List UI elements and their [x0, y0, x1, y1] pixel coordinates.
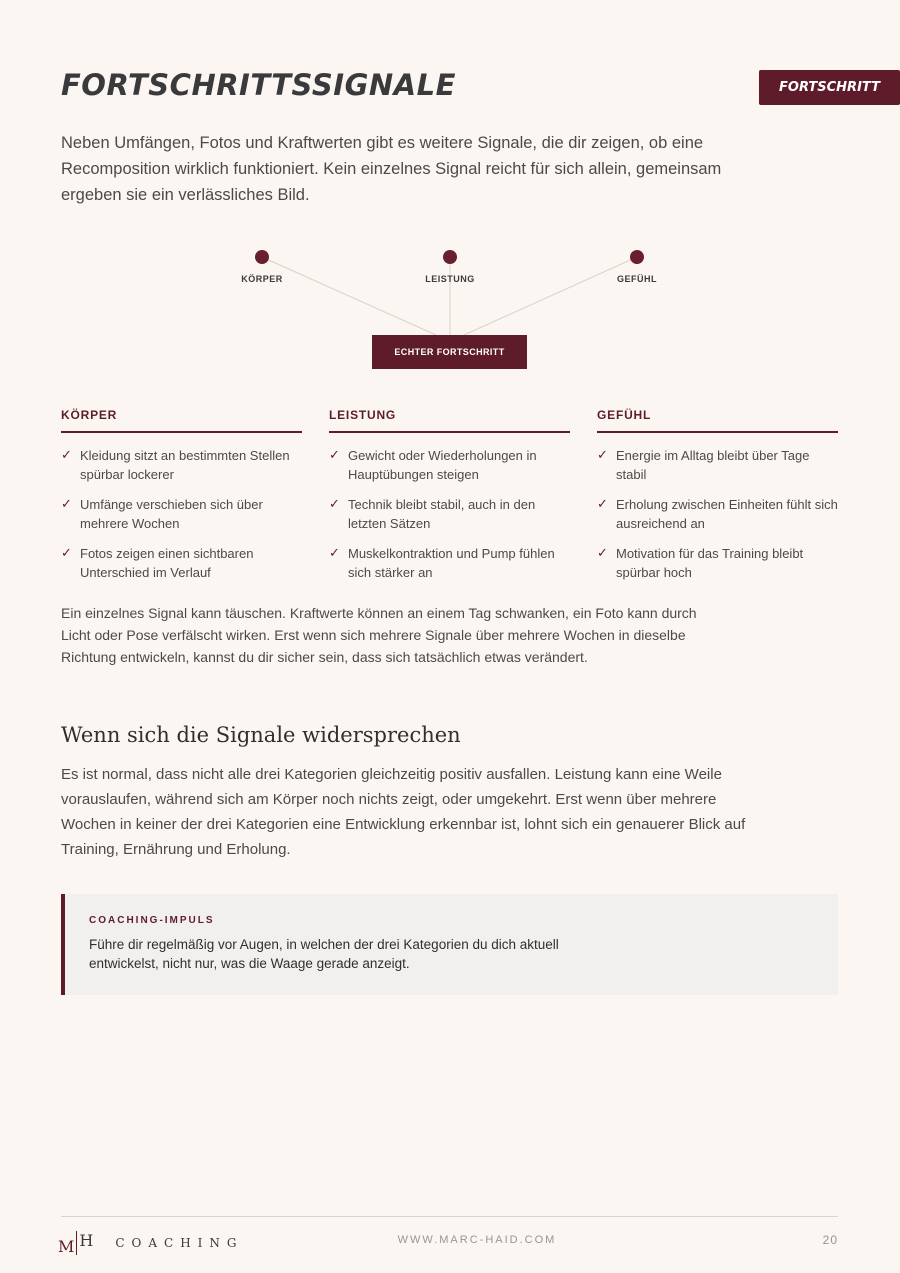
column-koerper: [61, 408, 302, 593]
node-label-koerper: KÖRPER: [241, 274, 283, 284]
logo-letter-m: M: [58, 1236, 75, 1256]
list-item: [61, 446, 302, 484]
brand-logo: [58, 1229, 244, 1257]
checklist: [61, 446, 302, 582]
connector-line-koerper: [262, 257, 436, 335]
list-item: [597, 544, 838, 582]
column-title: GEFÜHL: [597, 408, 838, 433]
center-node-echter-fortschritt: ECHTER FORTSCHRITT: [372, 335, 527, 369]
coaching-callout: [61, 894, 838, 995]
list-item-text: Fotos zeigen einen sichtbaren Unterschied im Verlauf: [80, 546, 254, 580]
connector-line-gefuehl: [464, 257, 637, 335]
checklist: [597, 446, 838, 582]
list-item-text: Kleidung sitzt an bestimmten Stellen spürbar lockerer: [80, 448, 290, 482]
list-item: [597, 446, 838, 484]
list-item: [329, 495, 570, 533]
callout-text: Führe dir regelmäßig vor Augen, in welchen der drei Kategorien du dich aktuell entwickelst, nicht nur, was die Waage gerade anzeigt.: [89, 937, 559, 971]
check-icon: ✓: [597, 497, 608, 512]
list-item-text: Erholung zwischen Einheiten fühlt sich ausreichend an: [616, 497, 838, 531]
column-gefuehl: [597, 408, 838, 593]
list-item: [61, 495, 302, 533]
list-item-text: Umfänge verschieben sich über mehrere Wochen: [80, 497, 263, 531]
page-title: FORTSCHRITTSSIGNALE: [61, 68, 456, 102]
section-badge: FORTSCHRITT: [759, 70, 900, 105]
signal-diagram: [0, 230, 900, 340]
check-icon: ✓: [329, 497, 340, 512]
logo-wordmark: COACHING: [115, 1236, 244, 1250]
check-icon: ✓: [597, 448, 608, 463]
column-title: LEISTUNG: [329, 408, 570, 433]
node-dot-koerper: [255, 250, 269, 264]
node-label-gefuehl: GEFÜHL: [617, 274, 657, 284]
check-icon: ✓: [597, 546, 608, 561]
page-number: 20: [822, 1233, 838, 1247]
list-item-text: Gewicht oder Wiederholungen in Hauptübungen steigen: [348, 448, 537, 482]
check-icon: ✓: [329, 546, 340, 561]
list-item: [61, 544, 302, 582]
list-item: [329, 544, 570, 582]
footer-url: WWW.MARC-HAID.COM: [397, 1234, 557, 1246]
list-item-text: Energie im Alltag bleibt über Tage stabil: [616, 448, 810, 482]
callout-label: COACHING-IMPULS: [89, 915, 215, 926]
section-paragraph: Es ist normal, dass nicht alle drei Kategorien gleichzeitig positiv ausfallen. Leistung kann eine Weile vorauslaufen, während sich am Körper noch nichts zeigt, oder umgekehrt. Erst wenn über mehrere Wochen in keiner der drei Kategorien eine Entwicklung erkennbar ist, lohnt sich ein genauerer Blick auf Training, Ernährung und Erholung.: [61, 766, 746, 858]
check-icon: ✓: [61, 448, 72, 463]
check-icon: ✓: [61, 497, 72, 512]
column-leistung: [329, 408, 570, 593]
checklist: [329, 446, 570, 582]
list-item-text: Muskelkontraktion und Pump fühlen sich stärker an: [348, 546, 555, 580]
column-title: KÖRPER: [61, 408, 302, 433]
check-icon: ✓: [329, 448, 340, 463]
intro-paragraph: Neben Umfängen, Fotos und Kraftwerten gibt es weitere Signale, die dir zeigen, ob eine Recomposition wirklich funktioniert. Kein einzelnes Signal reicht für sich allein, gemeinsam ergeben sie ein verlässliches Bild.: [61, 134, 722, 204]
list-item-text: Motivation für das Training bleibt spürbar hoch: [616, 546, 804, 580]
node-label-leistung: LEISTUNG: [425, 274, 475, 284]
node-dot-leistung: [443, 250, 457, 264]
section-heading: Wenn sich die Signale widersprechen: [61, 723, 461, 747]
logo-letter-h: H: [79, 1230, 94, 1250]
check-icon: ✓: [61, 546, 72, 561]
logo-divider: [76, 1231, 77, 1255]
list-item: [329, 446, 570, 484]
node-dot-gefuehl: [630, 250, 644, 264]
footer-divider: [61, 1216, 838, 1217]
list-item-text: Technik bleibt stabil, auch in den letzten Sätzen: [348, 497, 536, 531]
list-item: [597, 495, 838, 533]
body-paragraph: Ein einzelnes Signal kann täuschen. Kraftwerte können an einem Tag schwanken, ein Foto kann durch Licht oder Pose verfälscht wirken. Erst wenn sich mehrere Signale über mehrere Wochen in dieselbe Richtung entwickeln, kannst du dir sicher sein, dass sich tatsächlich etwas verändert.: [61, 605, 697, 665]
